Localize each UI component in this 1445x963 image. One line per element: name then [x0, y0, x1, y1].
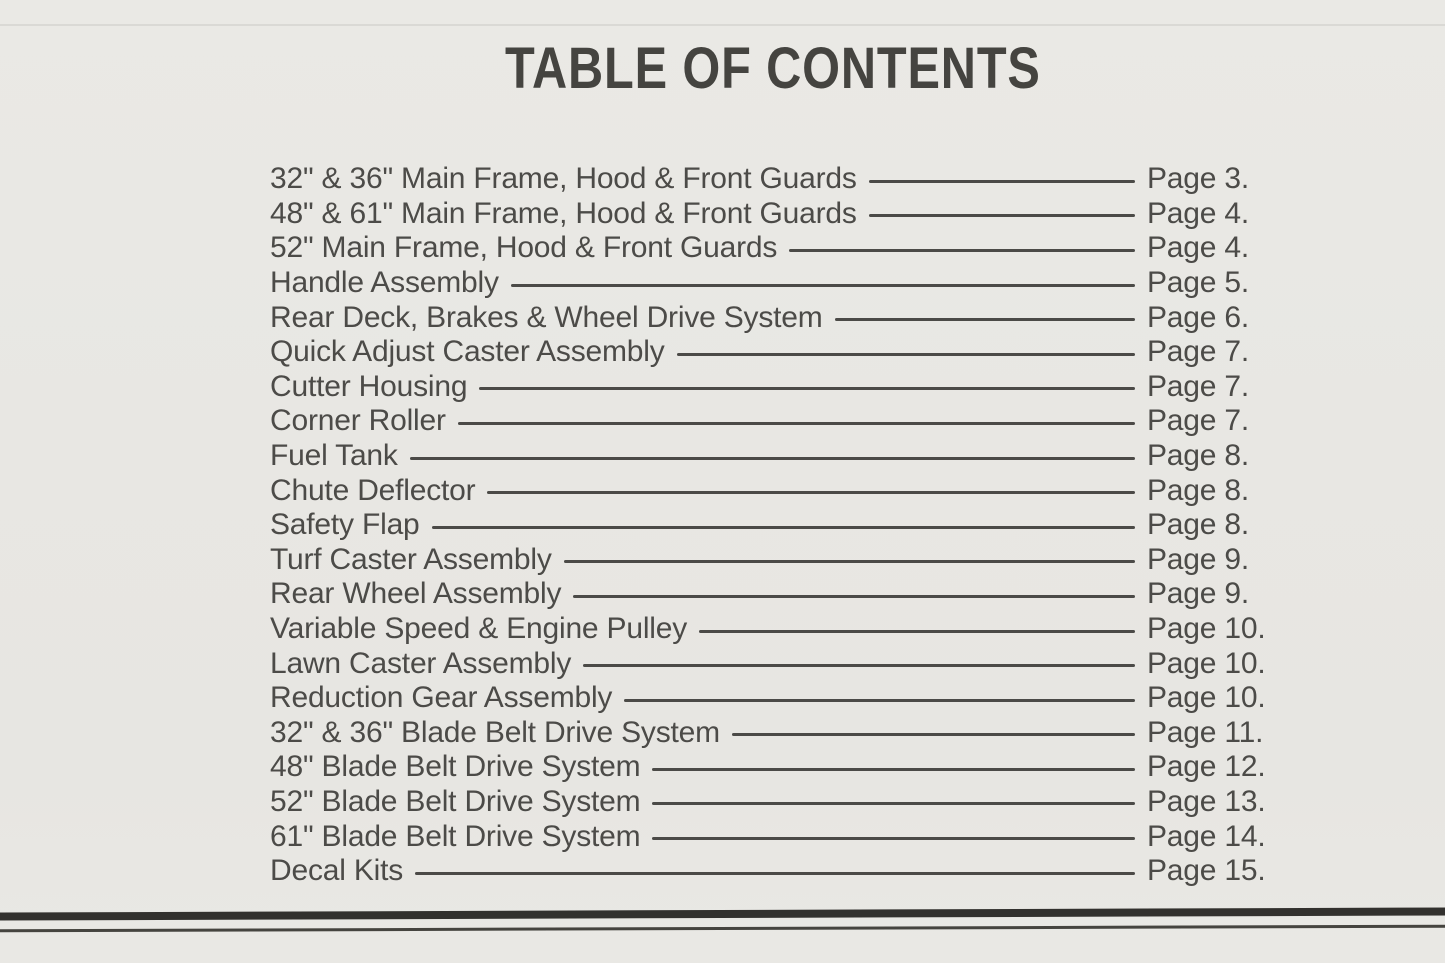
scan-artifact-top-line [0, 24, 1445, 26]
toc-leader-line [432, 526, 1135, 529]
toc-entry-label: Turf Caster Assembly [270, 542, 552, 576]
page-content [270, 36, 1275, 888]
toc-entry-label: Rear Wheel Assembly [270, 577, 562, 611]
toc-entry-page: Page 4. [1147, 231, 1250, 265]
toc-entry-page: Page 8. [1147, 439, 1250, 473]
toc-entry-label: 48" Blade Belt Drive System [270, 750, 641, 784]
toc-entry [270, 785, 1275, 820]
toc-leader-line [835, 318, 1135, 321]
toc-entry-page: Page 15. [1147, 854, 1266, 888]
toc-entry-label: Corner Roller [270, 404, 446, 438]
toc-entry [270, 439, 1275, 474]
toc-entry-label: 52" Main Frame, Hood & Front Guards [270, 231, 778, 265]
toc-entry [270, 716, 1275, 751]
toc-entry-label: Cutter Housing [270, 369, 468, 403]
toc-entry [270, 577, 1275, 612]
toc-entry [270, 473, 1275, 508]
toc-entry-label: 61" Blade Belt Drive System [270, 819, 641, 853]
toc-leader-line [677, 353, 1135, 356]
toc-entry-page: Page 5. [1147, 266, 1250, 300]
toc-entry-label: 52" Blade Belt Drive System [270, 784, 641, 818]
toc-leader-line [573, 595, 1135, 598]
toc-entry-page: Page 3. [1147, 162, 1250, 196]
toc-entry-label: Quick Adjust Caster Assembly [270, 335, 665, 369]
toc-leader-line [487, 491, 1135, 494]
toc-entry-label: Reduction Gear Assembly [270, 681, 613, 715]
toc-entry-label: Chute Deflector [270, 473, 476, 507]
toc-entry-label: 32" & 36" Main Frame, Hood & Front Guards [270, 162, 857, 196]
toc-entry-page: Page 13. [1147, 784, 1266, 818]
toc-entry-page: Page 10. [1147, 612, 1266, 646]
toc-entry-page: Page 10. [1147, 646, 1266, 680]
toc-entry [270, 508, 1275, 543]
toc-entry [270, 231, 1275, 266]
toc-entry-label: Fuel Tank [270, 439, 398, 473]
toc-entry-page: Page 9. [1147, 577, 1250, 611]
toc-leader-line [699, 630, 1135, 633]
toc-entry [270, 750, 1275, 785]
toc-list [270, 162, 1275, 888]
toc-leader-line [624, 699, 1135, 702]
toc-entry-page: Page 8. [1147, 473, 1250, 507]
toc-leader-line [869, 180, 1135, 183]
toc-entry-label: 32" & 36" Blade Belt Drive System [270, 715, 720, 749]
toc-leader-line [652, 768, 1135, 771]
toc-leader-line [511, 284, 1135, 287]
toc-leader-line [415, 872, 1135, 875]
toc-entry [270, 612, 1275, 647]
toc-entry [270, 819, 1275, 854]
toc-entry-page: Page 7. [1147, 404, 1250, 438]
toc-entry-page: Page 12. [1147, 750, 1266, 784]
toc-entry [270, 266, 1275, 301]
toc-entry-page: Page 4. [1147, 196, 1250, 230]
toc-entry-page: Page 7. [1147, 335, 1250, 369]
toc-leader-line [479, 387, 1135, 390]
bottom-rule-thin [0, 925, 1445, 932]
bottom-rule-thick [0, 907, 1445, 920]
toc-leader-line [732, 733, 1135, 736]
toc-entry [270, 335, 1275, 370]
toc-leader-line [583, 664, 1135, 667]
page-title [270, 36, 1275, 101]
toc-entry-page: Page 7. [1147, 369, 1250, 403]
toc-entry-page: Page 6. [1147, 300, 1250, 334]
toc-entry-page: Page 14. [1147, 819, 1266, 853]
toc-entry [270, 404, 1275, 439]
toc-leader-line [652, 837, 1135, 840]
toc-entry [270, 646, 1275, 681]
toc-entry-label: Variable Speed & Engine Pulley [270, 612, 688, 646]
toc-leader-line [789, 249, 1135, 252]
toc-entry-label: Rear Deck, Brakes & Wheel Drive System [270, 300, 823, 334]
toc-entry [270, 681, 1275, 716]
toc-entry-page: Page 9. [1147, 542, 1250, 576]
toc-entry-label: Decal Kits [270, 854, 404, 888]
toc-leader-line [869, 214, 1135, 217]
toc-entry-label: Safety Flap [270, 508, 420, 542]
toc-entry-label: 48" & 61" Main Frame, Hood & Front Guards [270, 196, 857, 230]
toc-entry [270, 370, 1275, 405]
toc-entry [270, 854, 1275, 889]
toc-entry-label: Handle Assembly [270, 266, 499, 300]
toc-entry [270, 162, 1275, 197]
toc-leader-line [458, 422, 1135, 425]
page-title-text: TABLE OF CONTENTS [504, 36, 1041, 101]
toc-entry [270, 300, 1275, 335]
toc-entry-page: Page 8. [1147, 508, 1250, 542]
toc-leader-line [564, 560, 1135, 563]
toc-leader-line [410, 457, 1135, 460]
toc-entry [270, 543, 1275, 578]
toc-entry [270, 197, 1275, 232]
toc-entry-page: Page 11. [1147, 715, 1264, 749]
toc-entry-page: Page 10. [1147, 681, 1266, 715]
toc-entry-label: Lawn Caster Assembly [270, 646, 572, 680]
toc-leader-line [652, 802, 1135, 805]
